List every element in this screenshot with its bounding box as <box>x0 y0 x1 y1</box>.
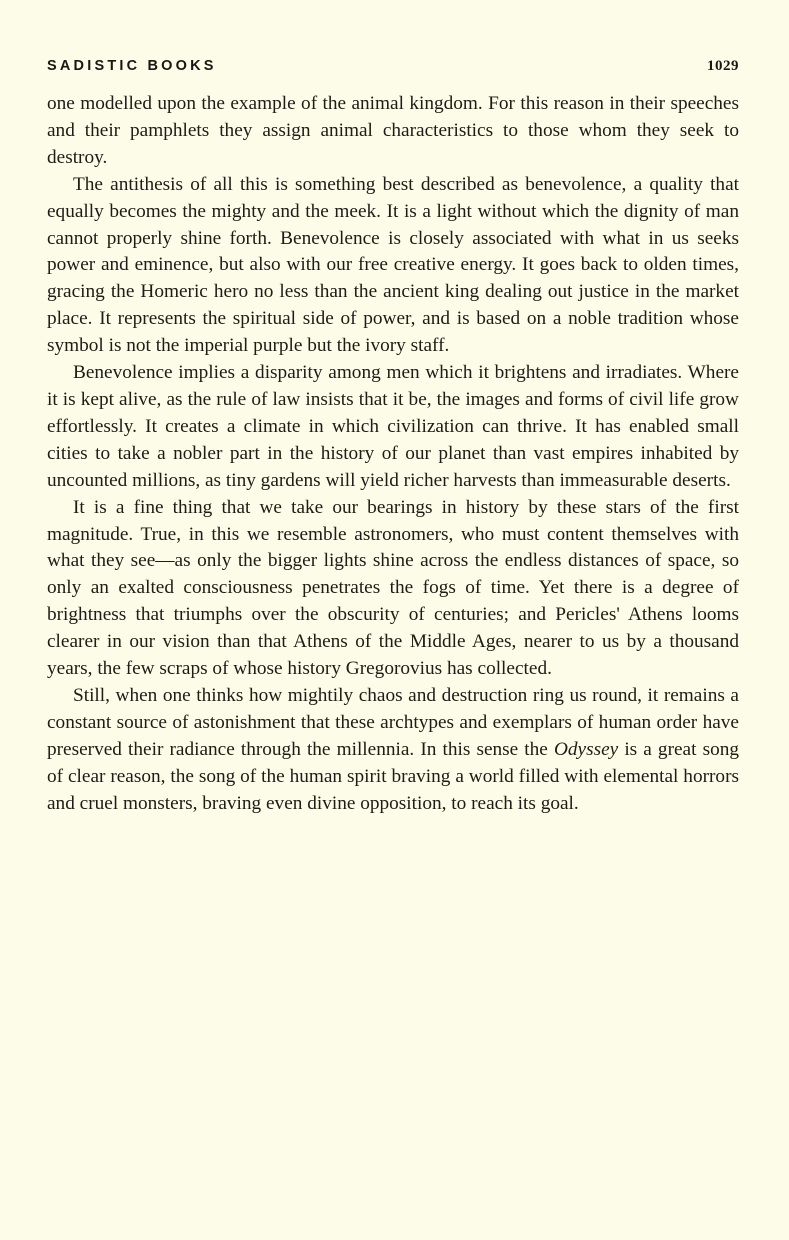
book-title-italic: Odyssey <box>553 738 619 760</box>
paragraph: Benevolence implies a disparity among men which it brightens and irradiates. Where it is kept alive, as the rule of law insists that it be, the images and forms of civil life grow effortlessly. It creates a climate in which civilization can thrive. It has enabled small cities to take a nobler part in the history of our planet than vast empires inhabited by uncounted millions, as tiny gardens will yield richer harvests than immeasurable deserts. <box>47 362 739 491</box>
running-title: SADISTIC BOOKS <box>47 58 217 74</box>
body-text <box>47 91 739 817</box>
paragraph-text: Still, when one thinks how mightily chaos and destruction ring us round, it remains a constant source of astonishment that these archtypes and exemplars of human order have preserved their radiance through the millennia. In this sense the <box>47 684 739 760</box>
running-head <box>47 58 739 75</box>
paragraph: It is a fine thing that we take our bearings in history by these stars of the first magnitude. True, in this we resemble astronomers, who must content themselves with what they see—as only the bigger lights shine across the endless distances of space, so only an exalted consciousness penetrates the fogs of time. Yet there is a degree of brightness that triumphs over the obscurity of centuries; and Pericles' Athens looms clearer in our vision than that Athens of the Middle Ages, nearer to us by a thousand years, the few scraps of whose history Gregorovius has collected. <box>47 496 739 680</box>
paragraph-text: is a great song of clear reason, the song of the human spirit braving a world filled with elemental horrors and cruel monsters, braving even divine opposition, to reach its goal. <box>47 738 739 814</box>
paragraph: The antithesis of all this is something best described as benevolence, a quality that equally becomes the mighty and the meek. It is a light without which the dignity of man cannot properly shine forth. Benevolence is closely associated with what in us seeks power and eminence, but also with our free creative energy. It goes back to olden times, gracing the Homeric hero no less than the ancient king dealing out justice in the market place. It represents the spiritual side of power, and is based on a noble tradition whose symbol is not the imperial purple but the ivory staff. <box>47 173 739 357</box>
book-page <box>47 58 739 817</box>
paragraph: one modelled upon the example of the animal kingdom. For this reason in their speeches and their pamphlets they assign animal characteristics to those whom they seek to destroy. <box>47 93 739 168</box>
paragraph <box>47 683 739 818</box>
page-number: 1029 <box>707 58 739 74</box>
